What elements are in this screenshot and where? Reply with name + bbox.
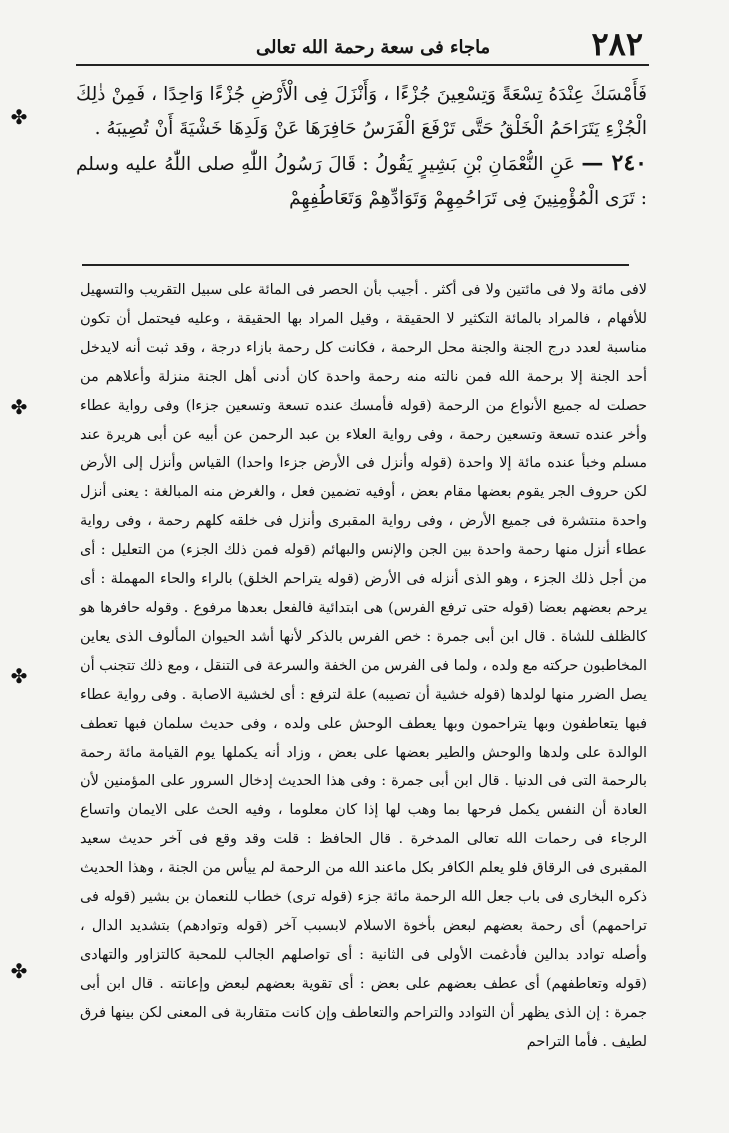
commentary-text: لافى مائة ولا فى مائتين ولا فى أكثر . أجيب بأن الحصر فى المائة على سبيل التقريب والتسهيل للأفهام ، فالمراد بالمائة التكثير لا الحقيقة ، وقيل المراد بها الحقيقة ، وعليه فيحتمل أن تكون مناسبة لعدد درج الجنة والجنة محل الرحمة ، فكانت كل رحمة بازاء درجة ، وقد ثبت أنه لايدخل أحد الجنة إلا برحمة الله فمن نالته منه رحمة واحدة كان أدنى أهل الجنة منزلة وأعلاهم من حصلت له جميع الأنواع من الرحمة (قوله فأمسك عنده تسعة وتسعين جزءا) وفى رواية عطاء وأخر عنده تسعة وتسعين رحمة ، وفى رواية العلاء بن عبد الرحمن عن أبيه عن أبى هريرة عند مسلم وخبأ عنده مائة إلا واحدة (قوله وأنزل فى الأرض جزءا واحدا) القياس وأنزل إلى الأرض لكن حروف الجر يقوم بعضها مقام بعض ، أوفيه تضمين فعل ، والغرض منه المبالغة : يعنى أنزل واحدة منتشرة فى جميع الأرض ، وفى رواية المقبرى وأنزل فى خلقه كلهم رحمة ، وفى رواية عطاء أنزل منها رحمة واحدة بين الجن والإنس والبهائم (قوله فمن ذلك الجزء) من التعليل : أى من أجل ذلك الجزء ، وهو الذى أنزله فى الأرض (قوله يتراحم الخلق) بالراء والحاء المهملة : أى يرحم بعضهم بعضا (قوله حتى ترفع الفرس) هى ابتدائية فالفعل بعدها مرفوع . وقوله حافرها هو كالظلف للشاة . قال ابن أبى جمرة : خص الفرس بالذكر لأنها أشد الحيوان المألوف الذى يعاين المخاطبون حركته مع ولده ، ولما فى الفرس من الخفة والسرعة فى التنقل ، ومع ذلك تتجنب أن يصل الضرر منها لولدها (قوله خشية أن تصيبه) علة لترفع : أى لخشية الاصابة . وفى رواية عطاء فبها يتعاطفون وبها يتراحمون وبها يعطف الوحش على ولده ، وفى حديث سلمان فبها تعطف الوالدة على ولدها والوحش والطير بعضها على بعض ، وزاد أنه يكملها يوم القيامة مائة رحمة بالرحمة التى فى الدنيا . قال ابن أبى جمرة : وفى هذا الحديث إدخال السرور على المؤمنين لأن العادة أن النفس يكمل فرحها بما وهب لها إذا كان معلوما ، وفيه الحث على الايمان واتساع الرجاء فى رحمات الله تعالى المدخرة . قال الحافظ : قلت وقد وقع فى آخر حديث سعيد المقبرى فى الرقاق فلو يعلم الكافر بكل ماعند الله من الرحمة لم ييأس من الجنة ، وهذا الحديث ذكره البخارى فى باب جعل الله الرحمة مائة جزء (قوله ترى) خطاب للنعمان بن بشير (قوله فى تراحمهم) أى رحمة بعضهم لبعض بأخوة الاسلام لابسبب آخر (قوله وتوادهم) بتشديد الدال ، وأصله توادد بدالين فأدغمت الأولى فى الثانية : أى تواصلهم الجالب للمحبة كالتزاور والتهادى (قوله وتعاطفهم) أى عطف بعضهم على بعض : أى تقوية بعضهم لبعض وإعانته . قال ابن أبى جمرة : إن الذى يظهر أن التوادد والتراحم والتعاطف وإن كانت متقاربة فى المعنى لكن بينها فرق لطيف . فأما التراحم [80,282,647,1050]
hadith-240 [76,146,647,216]
page-header [240,22,643,62]
header-rule [76,64,649,66]
hadith-number: ٢٤٠ — [581,150,647,176]
hadith-240-text: عَنِ النُّعْمَانِ بْنِ بَشِيرٍ يَقُولُ : قَالَ رَسُولُ اللّٰهِ صلى اللّٰهُ عليه وسلم : تَرَى الْمُؤْمِنِينَ فِى تَرَاحُمِهِمْ وَتَوَادِّهِمْ وَتَعَاطُفِهِمْ [76,154,647,209]
page-number: ٢٨٢ [591,25,643,63]
running-title: ماجاء فى سعة رحمة الله تعالى [256,37,491,58]
margin-ornament-icon: ✤ [10,395,28,419]
margin-ornament-icon: ✤ [10,664,28,688]
hadith-text-block [76,78,647,216]
commentary-separator-rule [82,264,629,266]
margin-ornament-icon: ✤ [10,105,28,129]
hadith-continuation: فَأَمْسَكَ عِنْدَهُ تِسْعَةً وَتِسْعِينَ جُزْءًا ، وَأَنْزَلَ فِى الْأَرْضِ جُزْءًا وَاحِدًا ، فَمِنْ ذٰلِكَ الْجُزْءِ يَتَرَاحَمُ الْخَلْقُ حَتَّى تَرْفَعَ الْفَرَسُ حَافِرَهَا عَنْ وَلَدِهَا خَشْيَةَ أَنْ تُصِيبَهُ . [76,84,647,139]
commentary-block [80,276,647,1056]
margin-ornament-icon: ✤ [10,959,28,983]
